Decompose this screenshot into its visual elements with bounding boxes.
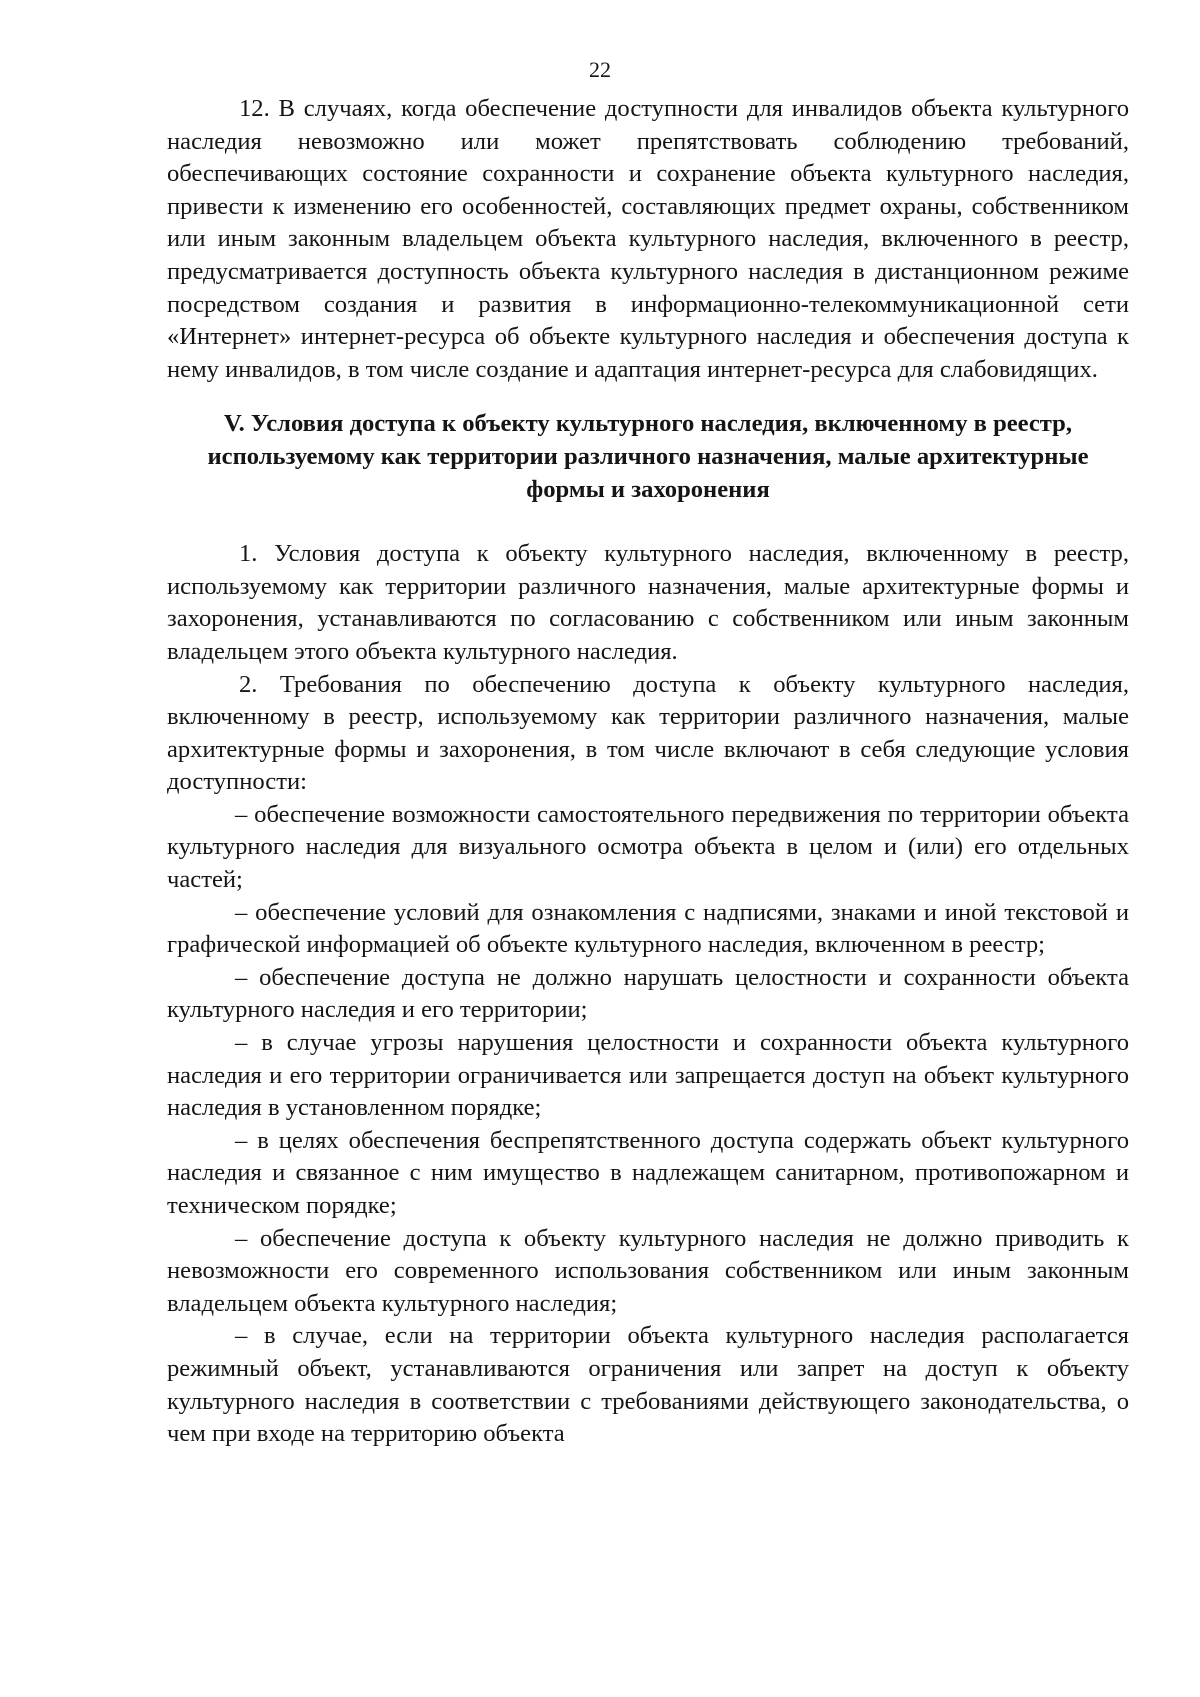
page-number: 22 [589,57,611,82]
paragraph-section-2: 2. Требования по обеспечению доступа к объекту культурного наследия, включенному в реестр, используемому как территории различного назначения, малые архитектурные формы и захоронения, в том числе включают в себя следующие условия доступности: [167,670,1129,796]
bullet-item: – в целях обеспечения беспрепятственного доступа содержать объект культурного наследия и связанное с ним имущество в надлежащем санитарном, противопожарном и техническом порядке; [167,1126,1129,1219]
bullet-item: – обеспечение условий для ознакомления с надписями, знаками и иной текстовой и графической информацией об объекте культурного наследия, включенном в реестр; [167,898,1129,959]
bullet-item: – в случае угрозы нарушения целостности и сохранности объекта культурного наследия и его территории ограничивается или запрещается доступ на объект культурного наследия в установленном порядке; [167,1029,1129,1122]
bullet-item: – обеспечение доступа не должно нарушать целостности и сохранности объекта культурного наследия и его территории; [167,963,1129,1024]
document-body [167,93,1129,1451]
section-heading: V. Условия доступа к объекту культурного наследия, включенному в реестр, используемому как территории различного назначения, малые архитектурные формы и захоронения [207,410,1089,503]
bullet-item: – обеспечение доступа к объекту культурного наследия не должно приводить к невозможности его современного использования собственником или иным законным владельцем объекта культурного наследия; [167,1224,1129,1317]
paragraph-section-1: 1. Условия доступа к объекту культурного наследия, включенному в реестр, используемому как территории различного назначения, малые архитектурные формы и захоронения, устанавливаются по согласованию с собственником или иным законным владельцем этого объекта культурного наследия. [167,540,1129,665]
bullet-item: – обеспечение возможности самостоятельного передвижения по территории объекта культурного наследия для визуального осмотра объекта в целом и (или) его отдельных частей; [167,800,1129,894]
bullet-item: – в случае, если на территории объекта культурного наследия располагается режимный объект, устанавливаются ограничения или запрет на доступ к объекту культурного наследия в соответствии с требованиями действующего законодательства, о чем при входе на территорию объекта [167,1322,1129,1448]
paragraph-12: 12. В случаях, когда обеспечение доступности для инвалидов объекта культурного наследия невозможно или может препятствовать соблюдению требований, обеспечивающих состояние сохранности и сохранение объекта культурного наследия, привести к изменению его особенностей, составляющих предмет охраны, собственником или иным законным владельцем объекта культурного наследия, включенного в реестр, предусматривается доступность объекта культурного наследия в дистанционном режиме посредством создания и развития в информационно-телекоммуникационной сети «Интернет» интернет-ресурса об объекте культурного наследия и обеспечения доступа к нему инвалидов, в том числе создание и адаптация интернет-ресурса для слабовидящих. [167,95,1129,383]
